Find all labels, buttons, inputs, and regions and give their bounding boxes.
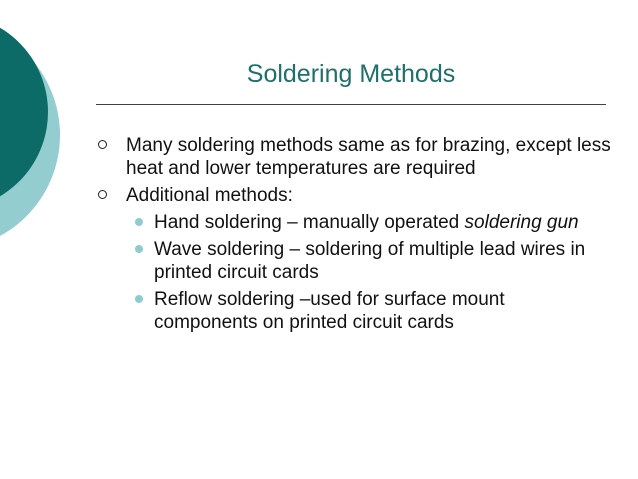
sub-bullet-text: Wave soldering – soldering of multiple lead wires in printed circuit cards <box>154 239 586 283</box>
slide-content <box>92 134 612 338</box>
hollow-bullet-icon <box>98 140 107 149</box>
sub-bullet-text: Hand soldering – manually operated <box>154 212 465 233</box>
sub-bullet-italic-text: soldering gun <box>464 212 579 233</box>
sub-bullet-item <box>92 238 612 284</box>
dot-bullet-icon <box>135 218 143 226</box>
bullet-text: Many soldering methods same as for brazing, except less heat and lower temperatures are required <box>126 135 611 179</box>
sub-bullet-item <box>92 211 612 234</box>
bullet-item <box>92 134 612 180</box>
hollow-bullet-icon <box>98 190 107 199</box>
bullet-item <box>92 184 612 207</box>
title-divider <box>96 104 606 105</box>
slide-title: Soldering Methods <box>246 60 456 88</box>
sub-bullet-item <box>92 288 612 334</box>
sub-bullet-text: Reflow soldering –used for surface mount components on printed circuit cards <box>154 289 505 333</box>
dot-bullet-icon <box>135 245 143 253</box>
bullet-text: Additional methods: <box>126 185 293 206</box>
dot-bullet-icon <box>135 295 143 303</box>
